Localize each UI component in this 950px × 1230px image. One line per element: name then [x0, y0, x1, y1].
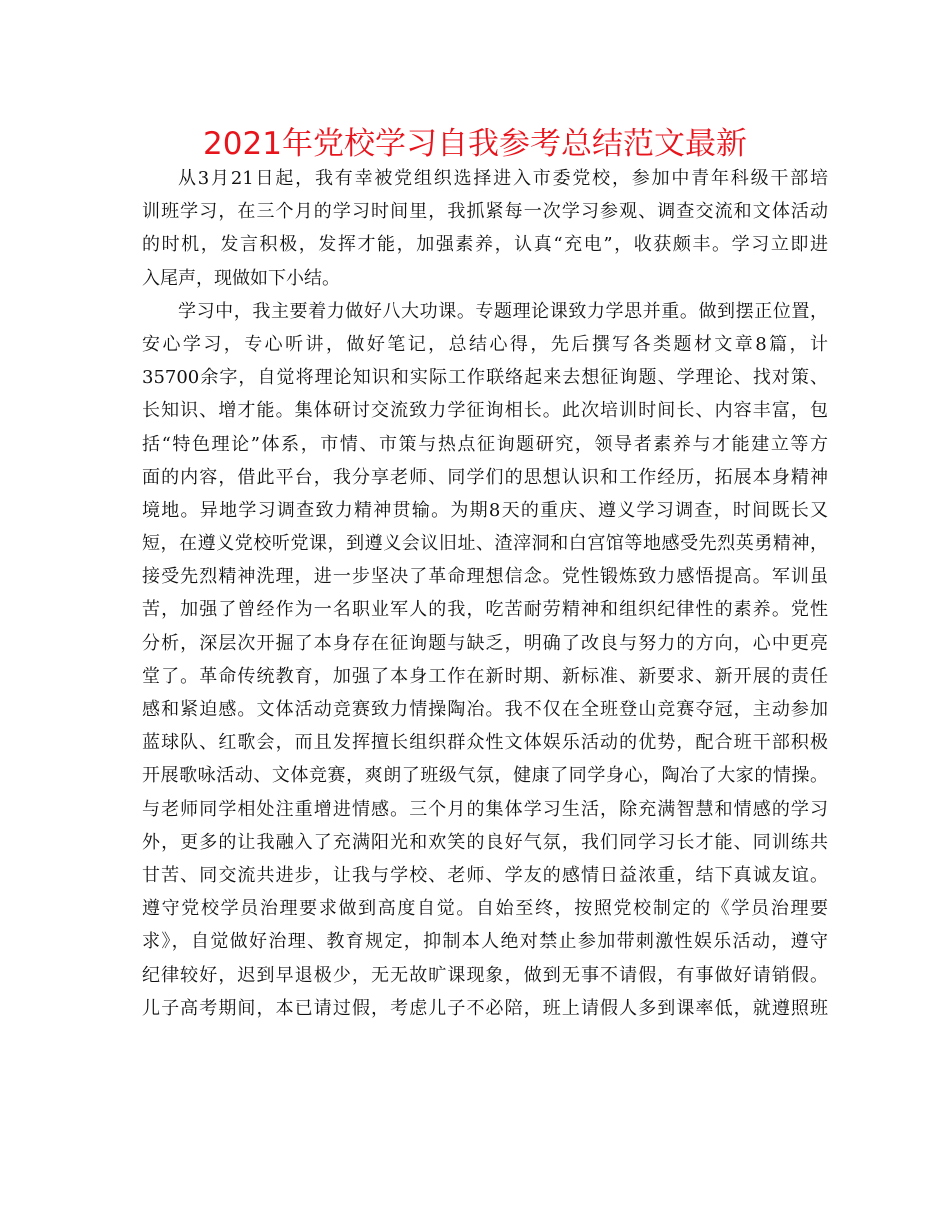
text-line: 境地。异地学习调查致力精神贯输。为期8天的重庆、遵义学习调查，时间既长又: [142, 499, 828, 521]
text-line: 分析，深层次开掘了本身存在征询题与缺乏，明确了改良与努力的方向，心中更亮: [142, 632, 828, 654]
text-line: 括“特色理论”体系，市情、市策与热点征询题研究，领导者素养与才能建立等方: [142, 433, 828, 455]
text-line: 与老师同学相处注重增进情感。三个月的集体学习生活，除充满智慧和情感的学习: [142, 798, 828, 820]
text-line: 外，更多的让我融入了充满阳光和欢笑的良好气氛，我们同学习长才能、同训练共: [142, 831, 828, 853]
text-line: 接受先烈精神洗理，进一步坚决了革命理想信念。党性锻炼致力感悟提高。军训虽: [142, 566, 828, 588]
paragraph: [142, 295, 828, 1025]
text-line: 学习中，我主要着力做好八大功课。专题理论课致力学思并重。做到摆正位置，: [178, 300, 828, 322]
text-line: 甘苦、同交流共进步，让我与学校、老师、学友的感情日益浓重，结下真诚友谊。: [142, 864, 828, 886]
text-line: 堂了。革命传统教育，加强了本身工作在新时期、新标准、新要求、新开展的责任: [142, 665, 828, 687]
text-line: 35700余字，自觉将理论知识和实际工作联络起来去想征询题、学理论、找对策、: [142, 367, 828, 389]
text-line: 短，在遵义党校听党课，到遵义会议旧址、渣滓洞和白宫馆等地感受先烈英勇精神，: [142, 533, 828, 555]
text-line: 的时机，发言积极，发挥才能，加强素养，认真“充电”，收获颇丰。学习立即进: [142, 234, 828, 256]
text-line: 纪律较好，迟到早退极少，无无故旷课现象，做到无事不请假，有事做好请销假。: [142, 964, 828, 986]
text-line: 面的内容，借此平台，我分享老师、同学们的思想认识和工作经历，拓展本身精神: [142, 466, 828, 488]
paragraph: [142, 162, 828, 295]
text-line: 儿子高考期间，本已请过假，考虑儿子不必陪，班上请假人多到课率低，就遵照班: [142, 997, 828, 1019]
text-line: 长知识、增才能。集体研讨交流致力学征询相长。此次培训时间长、内容丰富，包: [142, 400, 828, 422]
text-line: 苦，加强了曾经作为一名职业军人的我，吃苦耐劳精神和组织纪律性的素养。党性: [142, 599, 828, 621]
text-line: 感和紧迫感。文体活动竞赛致力情操陶冶。我不仅在全班登山竞赛夺冠，主动参加: [142, 699, 828, 720]
text-line: 蓝球队、红歌会，而且发挥擅长组织群众性文体娱乐活动的优势，配合班干部积极: [142, 732, 828, 754]
text-line: 求》，自觉做好治理、教育规定，抑制本人绝对禁止参加带刺激性娱乐活动，遵守: [142, 931, 828, 953]
text-line: 入尾声，现做如下小结。: [142, 267, 340, 289]
document-body: [142, 162, 828, 1025]
text-line: 遵守党校学员治理要求做到高度自觉。自始至终，按照党校制定的《学员治理要: [142, 898, 828, 920]
text-line: 从3月21日起，我有幸被党组织选择进入市委党校，参加中青年科级干部培: [178, 168, 828, 189]
document-title: 2021年党校学习自我参考总结范文最新: [203, 126, 747, 162]
text-line: 安心学习，专心听讲，做好笔记，总结心得，先后撰写各类题材文章8篇，计: [142, 333, 828, 355]
text-line: 训班学习，在三个月的学习时间里，我抓紧每一次学习参观、调查交流和文体活动: [142, 201, 828, 223]
text-line: 开展歌咏活动、文体竞赛，爽朗了班级气氛，健康了同学身心，陶冶了大家的情操。: [142, 765, 828, 787]
